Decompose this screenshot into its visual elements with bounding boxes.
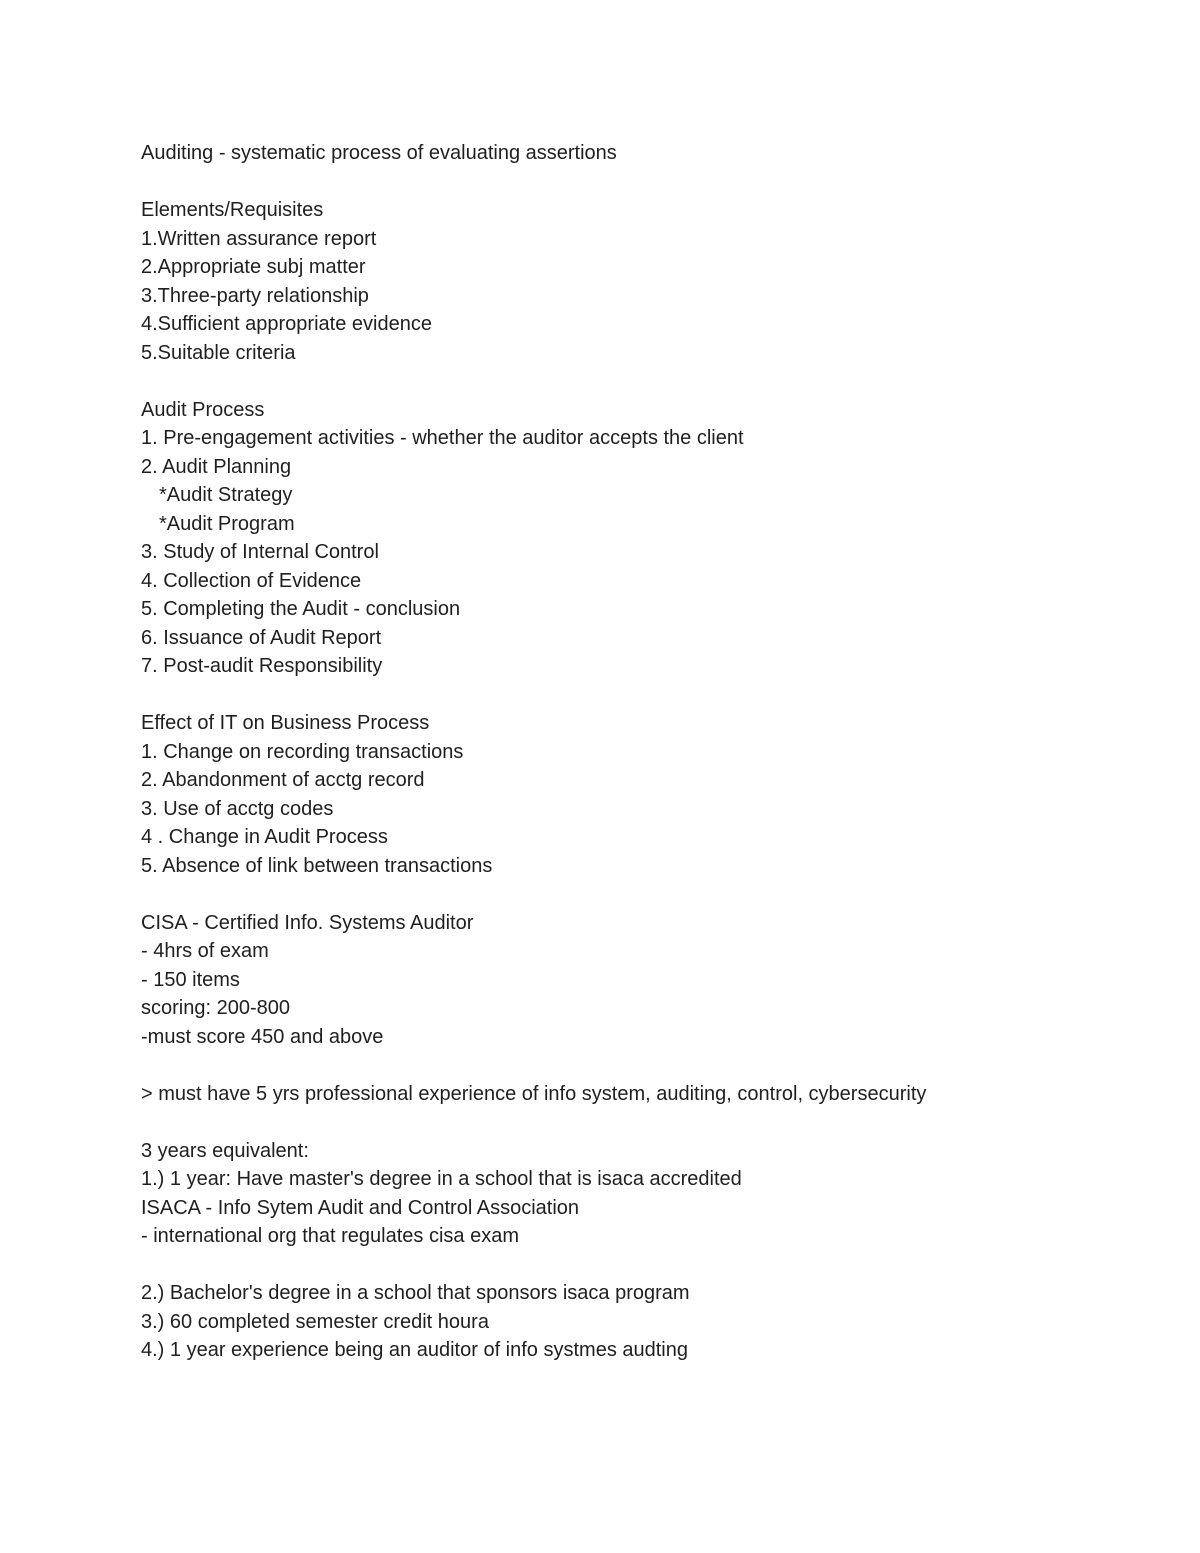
list-item: scoring: 200-800 xyxy=(141,997,290,1019)
list-item: 4.) 1 year experience being an auditor of info systmes audting xyxy=(141,1339,688,1361)
blank-line xyxy=(141,1051,1141,1080)
list-item: 3.) 60 completed semester credit houra xyxy=(141,1310,489,1333)
audit-process-heading: Audit Process xyxy=(141,398,265,421)
list-item: 1.) 1 year: Have master's degree in a school that is isaca accredited xyxy=(141,1168,742,1190)
sub-list-item: *Audit Program xyxy=(159,512,295,535)
list-item: 4. Collection of Evidence xyxy=(141,569,362,592)
blank-line xyxy=(141,367,1141,396)
sub-list-item: *Audit Strategy xyxy=(159,484,293,506)
document-body xyxy=(141,139,1141,1365)
blank-line xyxy=(141,1251,1141,1280)
experience-note: > must have 5 yrs professional experience of info system, auditing, control, cybersecurity xyxy=(141,1082,927,1105)
list-item: 1. Change on recording transactions xyxy=(141,740,464,763)
it-effect-heading: Effect of IT on Business Process xyxy=(141,712,430,734)
equivalent-heading: 3 years equivalent: xyxy=(141,1139,309,1162)
list-item: 2.) Bachelor's degree in a school that sponsors isaca program xyxy=(141,1282,690,1304)
cisa-heading: CISA - Certified Info. Systems Auditor xyxy=(141,911,474,934)
list-item: 3.Three-party relationship xyxy=(141,284,369,307)
blank-line xyxy=(141,880,1141,909)
document-title: Auditing - systematic process of evaluating assertions xyxy=(141,142,617,164)
list-item: 1.Written assurance report xyxy=(141,227,377,250)
list-item: 3. Use of acctg codes xyxy=(141,797,334,820)
list-item: 4 . Change in Audit Process xyxy=(141,826,388,848)
list-item: 2.Appropriate subj matter xyxy=(141,256,366,278)
list-item: 5.Suitable criteria xyxy=(141,341,296,364)
list-item: 7. Post-audit Responsibility xyxy=(141,655,383,677)
blank-line xyxy=(141,681,1141,710)
list-item: - 150 items xyxy=(141,968,240,991)
list-item: 2. Audit Planning xyxy=(141,455,292,478)
list-item: 5. Completing the Audit - conclusion xyxy=(141,598,461,620)
list-item: 2. Abandonment of acctg record xyxy=(141,769,425,791)
list-item: - 4hrs of exam xyxy=(141,940,269,962)
list-item: - international org that regulates cisa exam xyxy=(141,1225,519,1247)
list-item: 4.Sufficient appropriate evidence xyxy=(141,313,432,335)
list-item: 1. Pre-engagement activities - whether the auditor accepts the client xyxy=(141,427,744,449)
list-item: 6. Issuance of Audit Report xyxy=(141,626,382,649)
blank-line xyxy=(141,1108,1141,1137)
elements-heading: Elements/Requisites xyxy=(141,199,324,221)
list-item: 5. Absence of link between transactions xyxy=(141,854,493,877)
list-item: -must score 450 and above xyxy=(141,1025,384,1048)
list-item: ISACA - Info Sytem Audit and Control Association xyxy=(141,1196,580,1219)
blank-line xyxy=(141,168,1141,197)
list-item: 3. Study of Internal Control xyxy=(141,541,379,563)
